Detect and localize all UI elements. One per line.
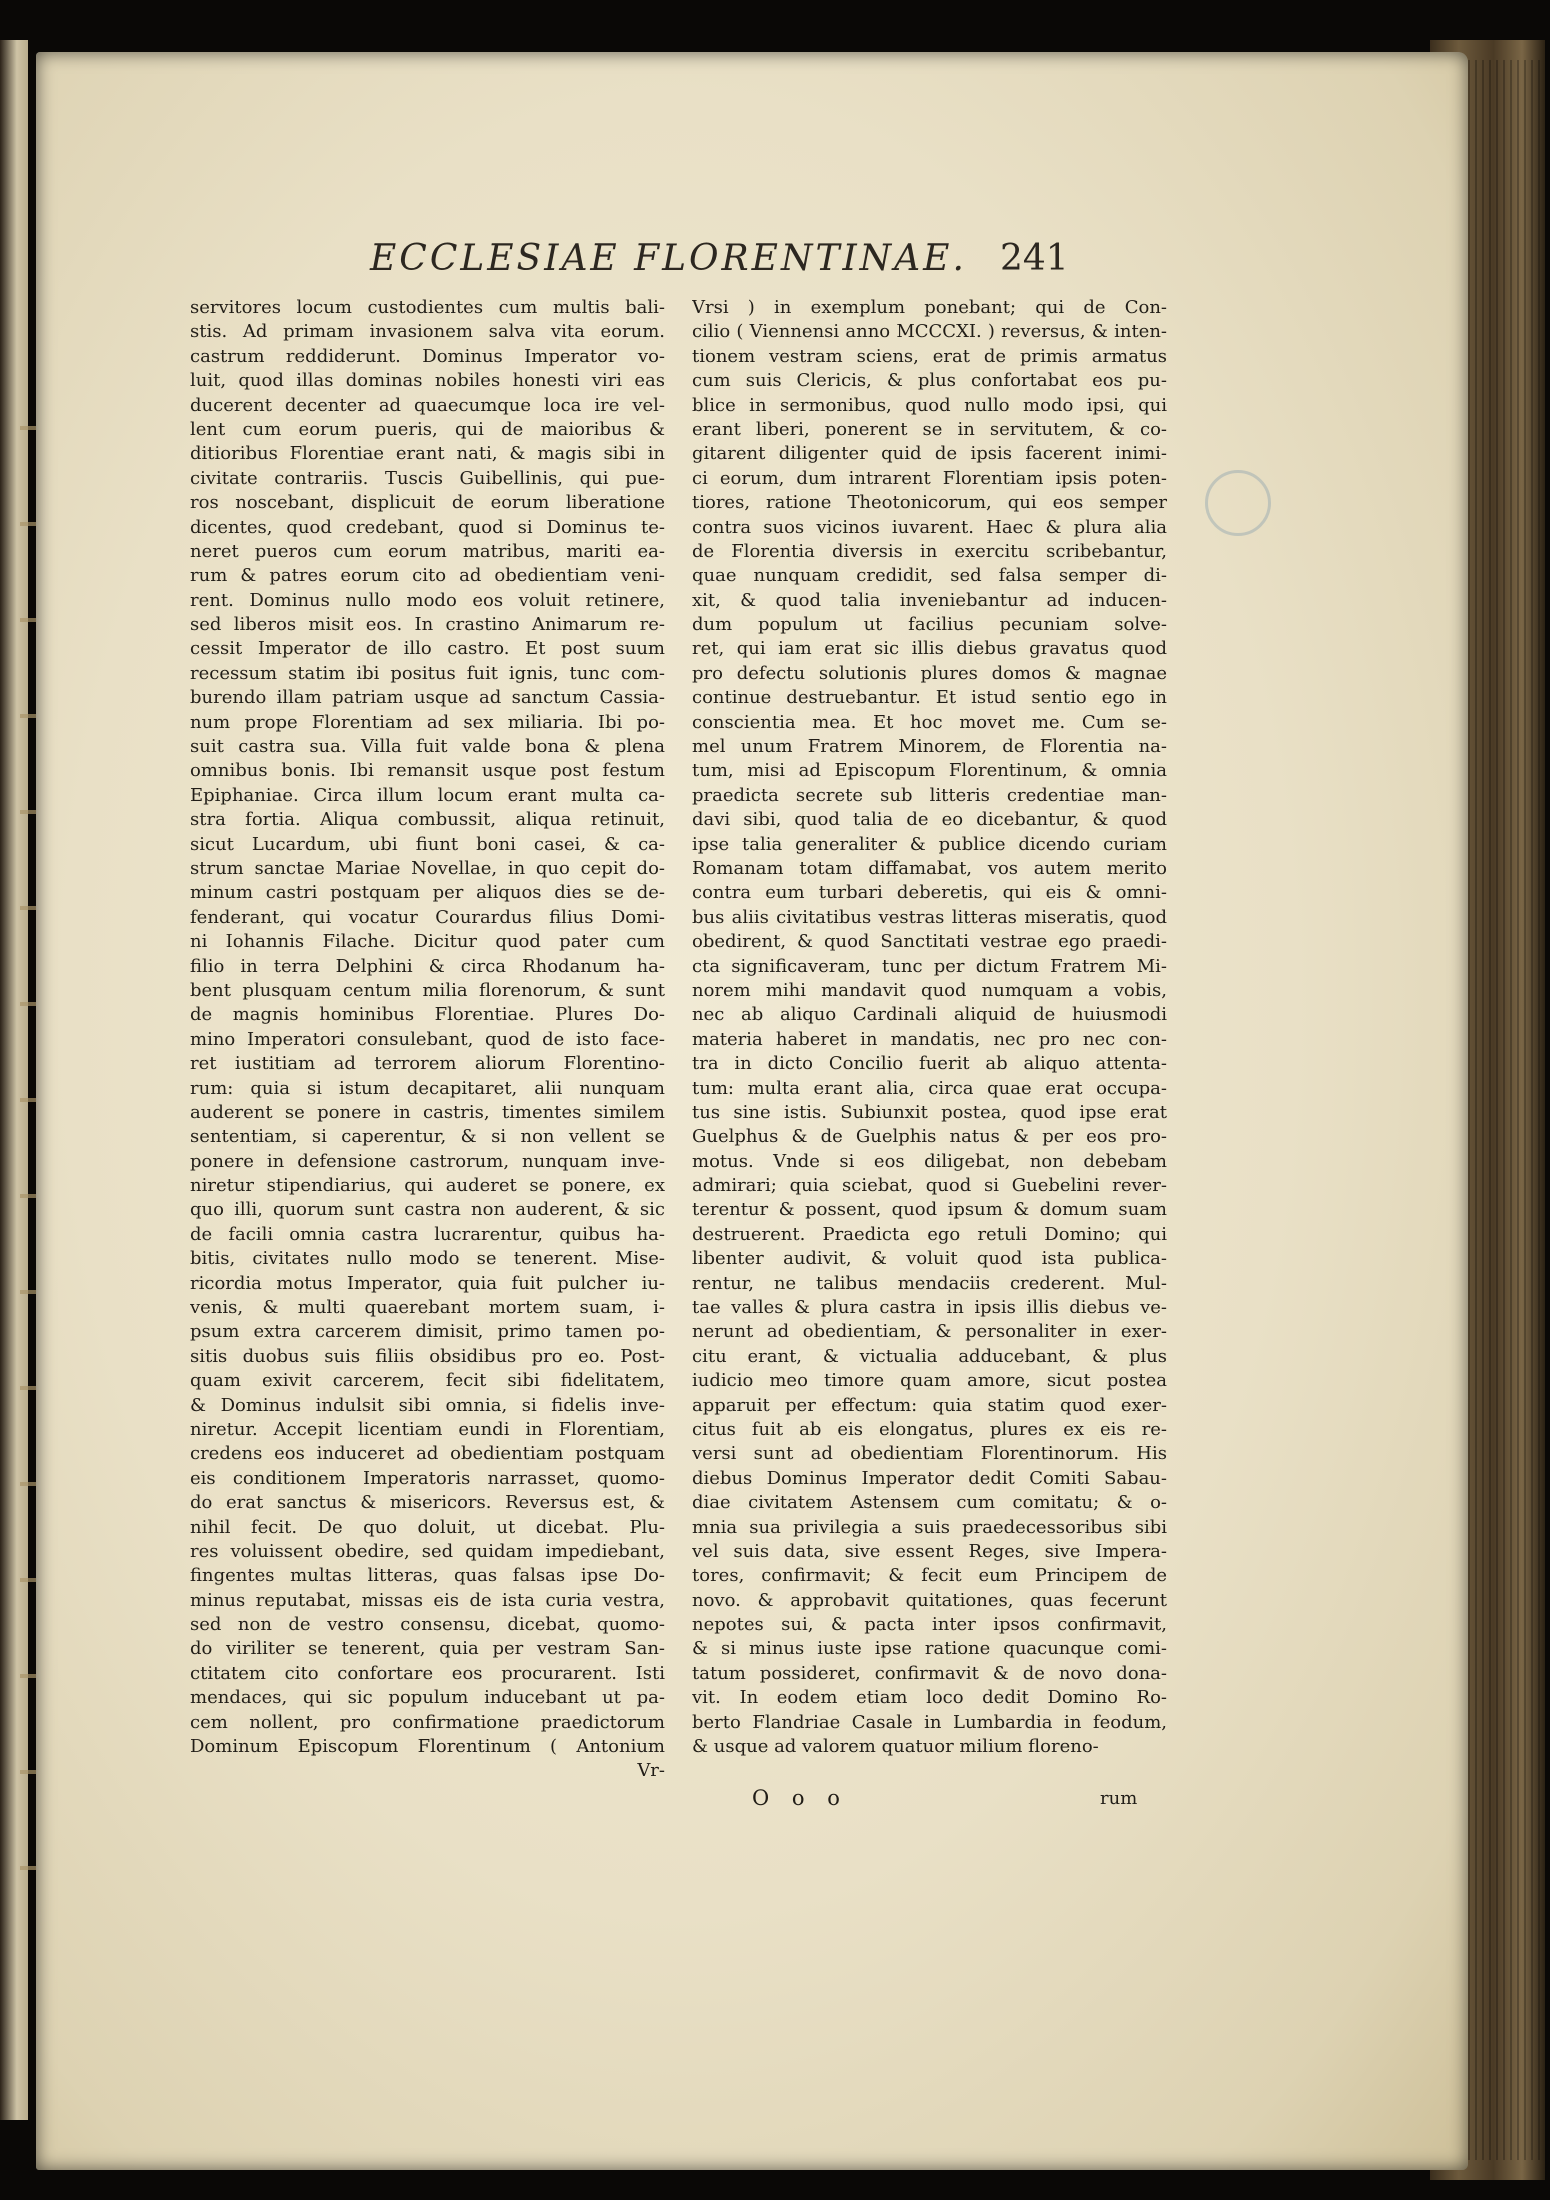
- text-line: quam exivit carcerem, fecit sibi fidelitatem,: [190, 1370, 665, 1392]
- text-line: ipse talia generaliter & publice dicendo curiam: [692, 833, 1167, 855]
- text-line: cum suis Clericis, & plus confortabat eos pu-: [692, 370, 1167, 392]
- text-line: berto Flandriae Casale in Lumbardia in feodum,: [692, 1711, 1167, 1733]
- text-line: auderent se ponere in castris, timentes similem: [190, 1101, 665, 1123]
- text-line: ni Iohannis Filache. Dicitur quod pater cum: [190, 931, 665, 953]
- text-line: dicentes, quod credebant, quod si Dominus te-: [190, 516, 665, 538]
- text-line: credens eos induceret ad obedientiam postquam: [190, 1443, 665, 1465]
- text-line: do erat sanctus & misericors. Reversus est, &: [190, 1492, 665, 1514]
- text-line: nec ab aliquo Cardinali aliquid de huiusmodi: [692, 1004, 1167, 1026]
- text-line: fingentes multas litteras, quas falsas ipse Do-: [190, 1565, 665, 1587]
- text-line: & Dominus indulsit sibi omnia, si fidelis inve-: [190, 1394, 665, 1416]
- text-line: sententiam, si caperentur, & si non vellent se: [190, 1126, 665, 1148]
- text-line: versi sunt ad obedientiam Florentinorum. His: [692, 1443, 1167, 1465]
- text-line: & usque ad valorem quatuor milium floreno-: [692, 1736, 1099, 1758]
- text-line: venis, & multi quaerebant mortem suam, i-: [190, 1297, 665, 1319]
- left-column: [190, 296, 665, 1784]
- text-line: praedicta secrete sub litteris credentiae man-: [692, 784, 1167, 806]
- text-line: gitarent diligenter quid de ipsis facerent inimi-: [692, 443, 1167, 465]
- text-line: contra suos vicinos iuvarent. Haec & plura alia: [692, 516, 1167, 538]
- text-line: cta significaveram, tunc per dictum Fratrem Mi-: [692, 955, 1167, 977]
- right-column: [692, 296, 1167, 1759]
- text-line: libenter audivit, & voluit quod ista publica-: [692, 1248, 1167, 1270]
- text-line: rum: quia si istum decapitaret, alii nunquam: [190, 1077, 665, 1099]
- text-line: tores, confirmavit; & fecit eum Principem de: [692, 1565, 1167, 1587]
- text-line: de Florentia diversis in exercitu scribebantur,: [692, 540, 1167, 562]
- text-line: omnibus bonis. Ibi remansit usque post festum: [190, 760, 665, 782]
- text-line: diebus Dominus Imperator dedit Comiti Sabau-: [692, 1467, 1167, 1489]
- text-line: rentur, ne talibus mendaciis crederent. Mul-: [692, 1272, 1167, 1294]
- text-line: Epiphaniae. Circa illum locum erant multa ca-: [190, 784, 665, 806]
- text-line: lent cum eorum pueris, qui de maioribus &: [190, 418, 665, 440]
- text-line: tionem vestram sciens, erat de primis armatus: [692, 345, 1167, 367]
- text-line: vel suis data, sive essent Reges, sive Impera-: [692, 1540, 1167, 1562]
- text-line: citu erant, & victualia adducebant, & plus: [692, 1345, 1167, 1367]
- text-line: materia haberet in mandatis, nec pro nec con-: [692, 1028, 1167, 1050]
- signature-mark: O o o: [752, 1786, 848, 1810]
- text-line: tum: multa erant alia, circa quae erat occupa-: [692, 1077, 1167, 1099]
- text-line: quae nunquam credidit, sed falsa semper di-: [692, 565, 1167, 587]
- text-line: servitores locum custodientes cum multis bali-: [190, 297, 665, 318]
- text-line: xit, & quod talia inveniebantur ad inducen-: [692, 589, 1167, 611]
- ink-stain: [1205, 470, 1271, 536]
- text-line: novo. & approbavit quitationes, quas fecerunt: [692, 1589, 1167, 1611]
- text-line: nepotes sui, & pacta inter ipsos confirmavit,: [692, 1614, 1167, 1636]
- text-line: admirari; quia sciebat, quod si Guebelini rever-: [692, 1175, 1167, 1197]
- text-line: tum, misi ad Episcopum Florentinum, & omnia: [692, 760, 1167, 782]
- text-line: cilio ( Viennensi anno MCCCXI. ) reversus, & inten-: [692, 321, 1167, 343]
- text-line: iudicio meo timore quam amore, sicut postea: [692, 1370, 1167, 1392]
- text-line: cem nollent, pro confirmatione praedictorum: [190, 1711, 665, 1733]
- text-line: sicut Lucardum, ubi fiunt boni casei, & ca-: [190, 833, 665, 855]
- text-line: destruerent. Praedicta ego retuli Domino; qui: [692, 1223, 1167, 1245]
- text-line: pro defectu solutionis plures domos & magnae: [692, 662, 1167, 684]
- text-line: neret pueros cum eorum matribus, mariti ea-: [190, 540, 665, 562]
- text-line: conscientia mea. Et hoc movet me. Cum se-: [692, 711, 1167, 733]
- text-line: terentur & possent, quod ipsum & domum suam: [692, 1199, 1167, 1221]
- text-line: bitis, civitates nullo modo se tenerent. Mise-: [190, 1248, 665, 1270]
- text-line: bent plusquam centum milia florenorum, & sunt: [190, 979, 665, 1001]
- text-line: sitis duobus suis filiis obsidibus pro eo. Post-: [190, 1345, 665, 1367]
- text-line: mnia sua privilegia a suis praedecessoribus sibi: [692, 1516, 1167, 1538]
- text-line: mendaces, qui sic populum inducebant ut pa-: [190, 1687, 665, 1709]
- text-line: & si minus iuste ipse ratione quacunque comi-: [692, 1638, 1167, 1660]
- text-line: Dominum Episcopum Florentinum ( Antonium: [190, 1736, 665, 1758]
- text-line: filio in terra Delphini & circa Rhodanum ha-: [190, 955, 665, 977]
- text-line: de facili omnia castra lucrarentur, quibus ha-: [190, 1223, 665, 1245]
- text-line: niretur stipendiarius, qui auderet se ponere, ex: [190, 1175, 665, 1197]
- text-line: citus fuit ab eis elongatus, plures ex eis re-: [692, 1418, 1167, 1440]
- text-line: tus sine istis. Subiunxit postea, quod ipse erat: [692, 1101, 1167, 1123]
- text-line: de magnis hominibus Florentiae. Plures Do-: [190, 1004, 665, 1026]
- text-line: continue destruebantur. Et istud sentio ego in: [692, 687, 1167, 709]
- text-line: ctitatem cito confortare eos procurarent. Isti: [190, 1662, 665, 1684]
- text-line: stis. Ad primam invasionem salva vita eorum.: [190, 321, 665, 343]
- text-line: apparuit per effectum: quia statim quod exer-: [692, 1394, 1167, 1416]
- text-line: strum sanctae Mariae Novellae, in quo cepit do-: [190, 857, 665, 879]
- text-line: rent. Dominus nullo modo eos voluit retinere,: [190, 589, 665, 611]
- text-line: fenderant, qui vocatur Courardus filius Domi-: [190, 906, 665, 928]
- text-line: civitate contrariis. Tuscis Guibellinis, qui pue-: [190, 467, 665, 489]
- text-line: bus aliis civitatibus vestras litteras miseratis, quod: [692, 906, 1167, 928]
- text-line: ret, qui iam erat sic illis diebus gravatus quod: [692, 638, 1167, 660]
- text-line: nihil fecit. De quo doluit, ut dicebat. Plu-: [190, 1516, 665, 1538]
- page-number: 241: [1000, 238, 1069, 279]
- text-line: ducerent decenter ad quaecumque loca ire vel-: [190, 394, 665, 416]
- text-line: ret iustitiam ad terrorem aliorum Florentino-: [190, 1053, 665, 1075]
- text-line: ditioribus Florentiae erant nati, & magis sibi in: [190, 443, 665, 465]
- text-line: res voluissent obedire, sed quidam impediebant,: [190, 1540, 665, 1562]
- text-line: Romanam totam diffamabat, vos autem merito: [692, 857, 1167, 879]
- text-line: rum & patres eorum cito ad obedientiam veni-: [190, 565, 665, 587]
- text-line: castrum reddiderunt. Dominus Imperator vo-: [190, 345, 665, 367]
- text-line: vit. In eodem etiam loco dedit Domino Ro-: [692, 1687, 1167, 1709]
- text-line: ros noscebant, displicuit de eorum liberatione: [190, 492, 665, 514]
- text-line: quo illi, quorum sunt castra non auderent, & sic: [190, 1199, 665, 1221]
- text-line: burendo illam patriam usque ad sanctum Cassia-: [190, 687, 665, 709]
- text-line: psum extra carcerem dimisit, primo tamen po-: [190, 1321, 665, 1343]
- text-line: obedirent, & quod Sanctitati vestrae ego praedi-: [692, 931, 1167, 953]
- text-line: luit, quod illas dominas nobiles honesti viri eas: [190, 370, 665, 392]
- text-line: minus reputabat, missas eis de ista curia vestra,: [190, 1589, 665, 1611]
- text-line: niretur. Accepit licentiam eundi in Florentiam,: [190, 1418, 665, 1440]
- text-line: ci eorum, dum intrarent Florentiam ipsis poten-: [692, 467, 1167, 489]
- text-line: tatum possideret, confirmavit & de novo dona-: [692, 1662, 1167, 1684]
- catchword: rum: [1100, 1788, 1138, 1809]
- text-line: minum castri postquam per aliquos dies se de-: [190, 882, 665, 904]
- text-line: ponere in defensione castrorum, nunquam inve-: [190, 1150, 665, 1172]
- text-line: stra fortia. Aliqua combussit, aliqua retinuit,: [190, 809, 665, 831]
- text-line: Guelphus & de Guelphis natus & per eos pro-: [692, 1126, 1167, 1148]
- text-line: do viriliter se tenerent, quia per vestram San-: [190, 1638, 665, 1660]
- text-line: sed non de vestro consensu, dicebat, quomo-: [190, 1614, 665, 1636]
- text-line: num prope Florentiam ad sex miliaria. Ibi po-: [190, 711, 665, 733]
- text-line: Vr-: [637, 1760, 665, 1782]
- text-line: mel unum Fratrem Minorem, de Florentia na-: [692, 736, 1167, 758]
- text-line: suit castra sua. Villa fuit valde bona & plena: [190, 736, 665, 758]
- text-line: tae valles & plura castra in ipsis illis diebus ve-: [692, 1297, 1167, 1319]
- text-line: dum populum ut facilius pecuniam solve-: [692, 614, 1167, 636]
- text-line: eis conditionem Imperatoris narrasset, quomo-: [190, 1467, 665, 1489]
- text-line: cessit Imperator de illo castro. Et post suum: [190, 638, 665, 660]
- text-line: diae civitatem Astensem cum comitatu; & o-: [692, 1492, 1167, 1514]
- text-line: tiores, ratione Theotonicorum, qui eos semper: [692, 492, 1167, 514]
- text-line: erant liberi, ponerent se in servitutem, & co-: [692, 418, 1167, 440]
- text-line: davi sibi, quod talia de eo dicebantur, & quod: [692, 809, 1167, 831]
- text-line: blice in sermonibus, quod nullo modo ipsi, qui: [692, 394, 1167, 416]
- text-line: norem mihi mandavit quod numquam a vobis,: [692, 979, 1167, 1001]
- text-line: mino Imperatori consulebant, quod de isto face-: [190, 1028, 665, 1050]
- text-line: sed liberos misit eos. In crastino Animarum re-: [190, 614, 665, 636]
- text-line: tra in dicto Concilio fuerit ab aliquo attenta-: [692, 1053, 1167, 1075]
- text-line: Vrsi ) in exemplum ponebant; qui de Con-: [692, 297, 1167, 318]
- text-line: nerunt ad obedientiam, & personaliter in exer-: [692, 1321, 1167, 1343]
- text-line: contra eum turbari deberetis, qui eis & omni-: [692, 882, 1167, 904]
- text-line: ricordia motus Imperator, quia fuit pulcher iu-: [190, 1272, 665, 1294]
- running-title: ECCLESIAE FLORENTINAE.: [370, 238, 967, 279]
- text-line: recessum statim ibi positus fuit ignis, tunc com-: [190, 662, 665, 684]
- text-line: motus. Vnde si eos diligebat, non debebam: [692, 1150, 1167, 1172]
